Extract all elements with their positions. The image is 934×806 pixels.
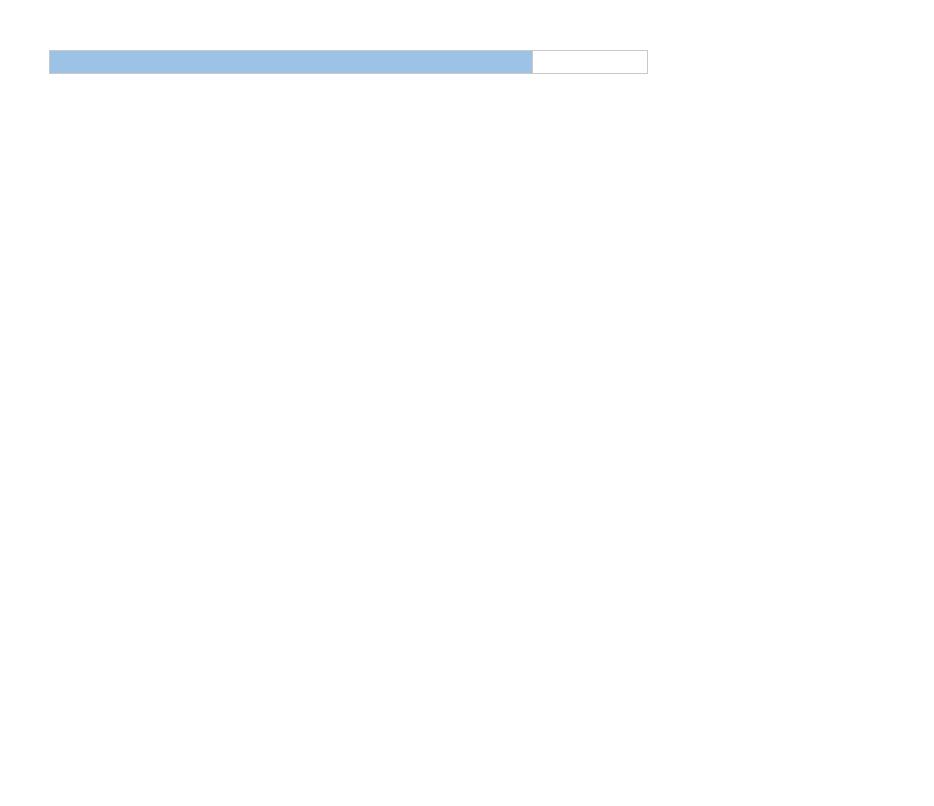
checklist-title (50, 51, 533, 74)
diagonal-column-headers (589, 50, 849, 122)
